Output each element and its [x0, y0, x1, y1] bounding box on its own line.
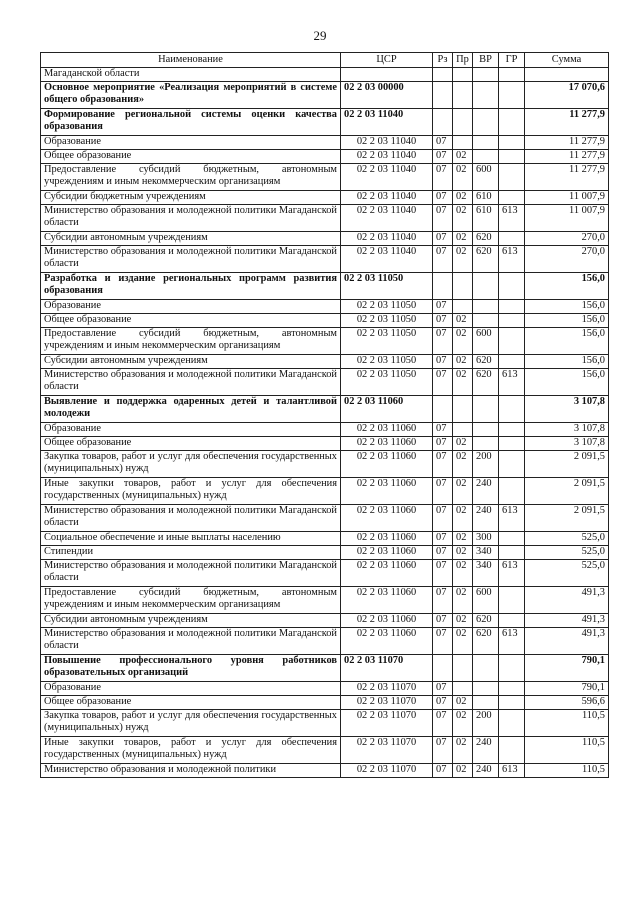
table-row	[41, 437, 609, 451]
cell-vr: 620	[473, 246, 499, 273]
table-row	[41, 710, 609, 737]
cell-sum: 2 091,5	[525, 505, 609, 532]
table-row	[41, 546, 609, 560]
cell-csr: 02 2 03 11060	[341, 505, 433, 532]
cell-name: Министерство образования и молодежной политики Магаданской области	[41, 628, 341, 655]
cell-name: Повышение профессионального уровня работников образовательных организаций	[41, 655, 341, 682]
table-row	[41, 300, 609, 314]
cell-name: Общее образование	[41, 696, 341, 710]
cell-gr: 613	[499, 205, 525, 232]
cell-rz: 07	[433, 205, 453, 232]
cell-name: Предоставление субсидий бюджетным, автономным учреждениям и иным некоммерческим организациям	[41, 587, 341, 614]
cell-pr: 02	[453, 328, 473, 355]
cell-vr: 620	[473, 614, 499, 628]
cell-gr	[499, 273, 525, 300]
cell-name: Закупка товаров, работ и услуг для обеспечения государственных (муниципальных) нужд	[41, 451, 341, 478]
budget-table	[40, 52, 609, 778]
cell-name: Субсидии автономным учреждениям	[41, 355, 341, 369]
cell-vr: 340	[473, 546, 499, 560]
cell-sum: 156,0	[525, 300, 609, 314]
table-row	[41, 246, 609, 273]
cell-pr: 02	[453, 560, 473, 587]
cell-sum: 110,5	[525, 737, 609, 764]
cell-rz	[433, 82, 453, 109]
cell-sum: 270,0	[525, 232, 609, 246]
cell-vr: 600	[473, 164, 499, 191]
cell-rz: 07	[433, 300, 453, 314]
cell-pr: 02	[453, 246, 473, 273]
cell-vr	[473, 273, 499, 300]
cell-vr: 200	[473, 451, 499, 478]
cell-csr: 02 2 03 11050	[341, 273, 433, 300]
cell-rz: 07	[433, 232, 453, 246]
cell-vr	[473, 109, 499, 136]
cell-vr: 620	[473, 232, 499, 246]
cell-rz: 07	[433, 614, 453, 628]
cell-gr	[499, 478, 525, 505]
cell-name: Предоставление субсидий бюджетным, автономным учреждениям и иным некоммерческим организациям	[41, 328, 341, 355]
table-row	[41, 587, 609, 614]
table-row	[41, 737, 609, 764]
cell-vr: 240	[473, 478, 499, 505]
cell-pr: 02	[453, 737, 473, 764]
cell-rz: 07	[433, 423, 453, 437]
cell-name: Предоставление субсидий бюджетным, автономным учреждениям и иным некоммерческим организациям	[41, 164, 341, 191]
table-row	[41, 532, 609, 546]
header-csr: ЦСР	[341, 53, 433, 68]
cell-gr	[499, 136, 525, 150]
cell-rz: 07	[433, 737, 453, 764]
cell-name: Субсидии автономным учреждениям	[41, 232, 341, 246]
cell-csr: 02 2 03 11070	[341, 696, 433, 710]
cell-csr: 02 2 03 11060	[341, 546, 433, 560]
table-row	[41, 314, 609, 328]
cell-rz: 07	[433, 191, 453, 205]
cell-gr	[499, 682, 525, 696]
cell-gr	[499, 587, 525, 614]
header-vr: ВР	[473, 53, 499, 68]
cell-name: Общее образование	[41, 150, 341, 164]
cell-name: Социальное обеспечение и иные выплаты населению	[41, 532, 341, 546]
cell-rz: 07	[433, 710, 453, 737]
cell-pr	[453, 273, 473, 300]
cell-sum: 790,1	[525, 682, 609, 696]
cell-vr	[473, 696, 499, 710]
cell-vr	[473, 423, 499, 437]
cell-sum: 11 277,9	[525, 109, 609, 136]
cell-pr	[453, 109, 473, 136]
cell-pr: 02	[453, 532, 473, 546]
cell-pr: 02	[453, 710, 473, 737]
cell-sum: 491,3	[525, 628, 609, 655]
cell-sum: 11 007,9	[525, 191, 609, 205]
cell-csr: 02 2 03 11060	[341, 560, 433, 587]
cell-csr: 02 2 03 11050	[341, 355, 433, 369]
cell-name: Иные закупки товаров, работ и услуг для обеспечения государственных (муниципальных) нужд	[41, 478, 341, 505]
cell-vr	[473, 396, 499, 423]
cell-gr	[499, 191, 525, 205]
cell-vr	[473, 68, 499, 82]
cell-gr	[499, 328, 525, 355]
table-row	[41, 655, 609, 682]
cell-sum: 2 091,5	[525, 478, 609, 505]
table-row	[41, 82, 609, 109]
cell-gr	[499, 423, 525, 437]
cell-sum: 156,0	[525, 314, 609, 328]
header-gr: ГР	[499, 53, 525, 68]
cell-gr	[499, 300, 525, 314]
cell-gr	[499, 314, 525, 328]
cell-sum: 156,0	[525, 369, 609, 396]
cell-pr: 02	[453, 355, 473, 369]
cell-pr	[453, 423, 473, 437]
cell-csr: 02 2 03 11070	[341, 737, 433, 764]
cell-sum	[525, 68, 609, 82]
cell-sum: 2 091,5	[525, 451, 609, 478]
cell-rz: 07	[433, 628, 453, 655]
cell-sum: 3 107,8	[525, 423, 609, 437]
cell-name: Министерство образования и молодежной политики Магаданской области	[41, 560, 341, 587]
cell-name: Разработка и издание региональных программ развития образования	[41, 273, 341, 300]
cell-sum: 596,6	[525, 696, 609, 710]
cell-name: Субсидии автономным учреждениям	[41, 614, 341, 628]
header-name: Наименование	[41, 53, 341, 68]
cell-csr: 02 2 03 11070	[341, 710, 433, 737]
table-row	[41, 478, 609, 505]
cell-name: Министерство образования и молодежной политики	[41, 764, 341, 778]
cell-rz: 07	[433, 696, 453, 710]
cell-pr: 02	[453, 546, 473, 560]
cell-vr: 240	[473, 505, 499, 532]
cell-rz: 07	[433, 314, 453, 328]
cell-rz: 07	[433, 164, 453, 191]
cell-csr: 02 2 03 11050	[341, 300, 433, 314]
table-row	[41, 764, 609, 778]
cell-csr: 02 2 03 11070	[341, 655, 433, 682]
cell-csr: 02 2 03 11040	[341, 205, 433, 232]
cell-gr	[499, 164, 525, 191]
cell-name: Иные закупки товаров, работ и услуг для обеспечения государственных (муниципальных) нужд	[41, 737, 341, 764]
cell-sum: 270,0	[525, 246, 609, 273]
cell-vr	[473, 300, 499, 314]
cell-sum: 491,3	[525, 587, 609, 614]
cell-vr: 340	[473, 560, 499, 587]
cell-csr: 02 2 03 11060	[341, 478, 433, 505]
table-row	[41, 136, 609, 150]
cell-vr	[473, 437, 499, 451]
cell-pr: 02	[453, 191, 473, 205]
cell-gr	[499, 710, 525, 737]
cell-rz: 07	[433, 328, 453, 355]
header-sum: Сумма	[525, 53, 609, 68]
cell-gr	[499, 355, 525, 369]
cell-vr: 620	[473, 628, 499, 655]
cell-pr	[453, 655, 473, 682]
cell-rz	[433, 655, 453, 682]
cell-gr	[499, 532, 525, 546]
cell-csr	[341, 68, 433, 82]
cell-gr	[499, 451, 525, 478]
cell-rz: 07	[433, 682, 453, 696]
cell-rz: 07	[433, 560, 453, 587]
cell-pr: 02	[453, 164, 473, 191]
cell-gr	[499, 232, 525, 246]
cell-sum: 156,0	[525, 355, 609, 369]
cell-gr	[499, 546, 525, 560]
cell-csr: 02 2 03 11040	[341, 109, 433, 136]
cell-pr: 02	[453, 451, 473, 478]
table-row	[41, 273, 609, 300]
table-row	[41, 369, 609, 396]
cell-name: Основное мероприятие «Реализация мероприятий в системе общего образования»	[41, 82, 341, 109]
cell-name: Министерство образования и молодежной политики Магаданской области	[41, 246, 341, 273]
cell-csr: 02 2 03 11040	[341, 246, 433, 273]
cell-rz	[433, 68, 453, 82]
cell-sum: 3 107,8	[525, 396, 609, 423]
cell-name: Образование	[41, 423, 341, 437]
cell-csr: 02 2 03 11040	[341, 150, 433, 164]
cell-rz: 07	[433, 437, 453, 451]
cell-vr: 600	[473, 587, 499, 614]
cell-pr: 02	[453, 696, 473, 710]
cell-rz: 07	[433, 587, 453, 614]
cell-vr	[473, 655, 499, 682]
table-row	[41, 164, 609, 191]
cell-csr: 02 2 03 11040	[341, 136, 433, 150]
cell-vr: 620	[473, 369, 499, 396]
table-row	[41, 451, 609, 478]
cell-gr: 613	[499, 560, 525, 587]
header-rz: Рз	[433, 53, 453, 68]
cell-sum: 110,5	[525, 764, 609, 778]
cell-name: Образование	[41, 682, 341, 696]
cell-pr: 02	[453, 764, 473, 778]
cell-csr: 02 2 03 11060	[341, 614, 433, 628]
cell-gr	[499, 68, 525, 82]
cell-vr	[473, 82, 499, 109]
cell-gr	[499, 396, 525, 423]
table-row	[41, 614, 609, 628]
cell-rz: 07	[433, 764, 453, 778]
cell-vr	[473, 682, 499, 696]
table-body	[41, 68, 609, 778]
cell-gr: 613	[499, 764, 525, 778]
cell-pr: 02	[453, 587, 473, 614]
cell-gr	[499, 82, 525, 109]
cell-pr: 02	[453, 150, 473, 164]
cell-gr: 613	[499, 246, 525, 273]
cell-rz: 07	[433, 355, 453, 369]
cell-pr: 02	[453, 505, 473, 532]
cell-csr: 02 2 03 11040	[341, 191, 433, 205]
cell-name: Закупка товаров, работ и услуг для обеспечения государственных (муниципальных) нужд	[41, 710, 341, 737]
cell-rz: 07	[433, 532, 453, 546]
cell-gr: 613	[499, 628, 525, 655]
cell-rz: 07	[433, 150, 453, 164]
cell-csr: 02 2 03 11050	[341, 328, 433, 355]
table-row	[41, 696, 609, 710]
table-row	[41, 423, 609, 437]
cell-name: Стипендии	[41, 546, 341, 560]
table-row	[41, 355, 609, 369]
cell-name: Общее образование	[41, 437, 341, 451]
cell-rz: 07	[433, 478, 453, 505]
cell-pr: 02	[453, 369, 473, 396]
cell-name: Субсидии бюджетным учреждениям	[41, 191, 341, 205]
table-row	[41, 68, 609, 82]
cell-gr	[499, 437, 525, 451]
cell-name: Выявление и поддержка одаренных детей и талантливой молодежи	[41, 396, 341, 423]
cell-name: Образование	[41, 136, 341, 150]
cell-name: Формирование региональной системы оценки качества образования	[41, 109, 341, 136]
cell-vr: 600	[473, 328, 499, 355]
cell-sum: 11 277,9	[525, 150, 609, 164]
cell-csr: 02 2 03 11050	[341, 314, 433, 328]
cell-rz: 07	[433, 136, 453, 150]
cell-vr: 200	[473, 710, 499, 737]
cell-pr: 02	[453, 628, 473, 655]
table-header-row	[41, 53, 609, 68]
table-row	[41, 232, 609, 246]
cell-rz	[433, 273, 453, 300]
cell-rz: 07	[433, 451, 453, 478]
cell-rz: 07	[433, 246, 453, 273]
table-row	[41, 628, 609, 655]
cell-gr	[499, 696, 525, 710]
cell-pr	[453, 682, 473, 696]
cell-gr: 613	[499, 369, 525, 396]
cell-csr: 02 2 03 11060	[341, 451, 433, 478]
table-row	[41, 505, 609, 532]
cell-vr: 240	[473, 764, 499, 778]
cell-sum: 525,0	[525, 546, 609, 560]
cell-pr: 02	[453, 232, 473, 246]
cell-sum: 525,0	[525, 532, 609, 546]
cell-gr	[499, 150, 525, 164]
table-row	[41, 109, 609, 136]
cell-name: Образование	[41, 300, 341, 314]
cell-rz	[433, 109, 453, 136]
cell-csr: 02 2 03 11060	[341, 532, 433, 546]
cell-sum: 790,1	[525, 655, 609, 682]
cell-csr: 02 2 03 11060	[341, 437, 433, 451]
cell-vr	[473, 150, 499, 164]
cell-pr	[453, 396, 473, 423]
cell-sum: 11 277,9	[525, 136, 609, 150]
cell-csr: 02 2 03 11050	[341, 369, 433, 396]
cell-gr	[499, 614, 525, 628]
cell-sum: 156,0	[525, 328, 609, 355]
cell-vr: 620	[473, 355, 499, 369]
cell-sum: 11 277,9	[525, 164, 609, 191]
cell-vr: 300	[473, 532, 499, 546]
cell-vr: 610	[473, 205, 499, 232]
cell-pr	[453, 136, 473, 150]
cell-gr	[499, 109, 525, 136]
cell-name: Министерство образования и молодежной политики Магаданской области	[41, 205, 341, 232]
cell-sum: 525,0	[525, 560, 609, 587]
cell-csr: 02 2 03 11040	[341, 232, 433, 246]
cell-csr: 02 2 03 11070	[341, 682, 433, 696]
cell-sum: 156,0	[525, 273, 609, 300]
page-number: 29	[313, 28, 327, 43]
header-pr: Пр	[453, 53, 473, 68]
cell-vr: 240	[473, 737, 499, 764]
cell-sum: 17 070,6	[525, 82, 609, 109]
cell-csr: 02 2 03 00000	[341, 82, 433, 109]
cell-name: Министерство образования и молодежной политики Магаданской области	[41, 369, 341, 396]
cell-pr: 02	[453, 614, 473, 628]
cell-name: Общее образование	[41, 314, 341, 328]
cell-pr: 02	[453, 314, 473, 328]
cell-name: Магаданской области	[41, 68, 341, 82]
table-row	[41, 682, 609, 696]
cell-csr: 02 2 03 11060	[341, 423, 433, 437]
table-row	[41, 396, 609, 423]
cell-csr: 02 2 03 11070	[341, 764, 433, 778]
cell-vr: 610	[473, 191, 499, 205]
cell-pr: 02	[453, 478, 473, 505]
cell-rz: 07	[433, 546, 453, 560]
cell-vr	[473, 136, 499, 150]
cell-sum: 110,5	[525, 710, 609, 737]
cell-pr: 02	[453, 437, 473, 451]
cell-pr	[453, 68, 473, 82]
table-row	[41, 205, 609, 232]
cell-gr: 613	[499, 505, 525, 532]
table-row	[41, 560, 609, 587]
cell-pr: 02	[453, 205, 473, 232]
cell-gr	[499, 737, 525, 764]
cell-name: Министерство образования и молодежной политики Магаданской области	[41, 505, 341, 532]
cell-sum: 491,3	[525, 614, 609, 628]
cell-rz: 07	[433, 505, 453, 532]
cell-pr	[453, 82, 473, 109]
cell-csr: 02 2 03 11040	[341, 164, 433, 191]
cell-sum: 11 007,9	[525, 205, 609, 232]
table-row	[41, 150, 609, 164]
table-row	[41, 191, 609, 205]
cell-csr: 02 2 03 11060	[341, 587, 433, 614]
cell-csr: 02 2 03 11060	[341, 628, 433, 655]
cell-rz	[433, 396, 453, 423]
cell-vr	[473, 314, 499, 328]
cell-pr	[453, 300, 473, 314]
table-row	[41, 328, 609, 355]
cell-sum: 3 107,8	[525, 437, 609, 451]
cell-gr	[499, 655, 525, 682]
cell-rz: 07	[433, 369, 453, 396]
cell-csr: 02 2 03 11060	[341, 396, 433, 423]
